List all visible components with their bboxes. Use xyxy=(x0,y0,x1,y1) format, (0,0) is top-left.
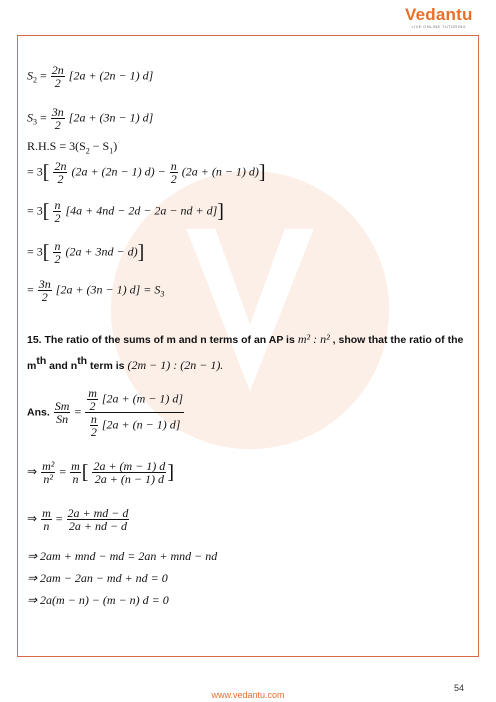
vedantu-logo xyxy=(405,6,473,29)
eq-s3: $S_3$ = $\frac{3n}{2}$ [2a + (3n − 1) d] xyxy=(27,105,154,132)
eq-step-1: = 3[ $\frac{2n}{2}$ (2a + (2n − 1) d) − $\frac{n}{2}$ (2a + (n − 1) d)] xyxy=(27,159,266,186)
eq-s2: $S_2$ = $\frac{2n}{2}$ [2a + (2n − 1) d] xyxy=(27,63,154,90)
answer-line-6: ⇒ 2a(m − n) − (m − n) d = 0 xyxy=(27,593,169,607)
eq-step-2: = 3[ $\frac{n}{2}$ [4a + 4nd − 2d − 2a − nd + d]] xyxy=(27,198,224,225)
answer-line-2: ⇒ $\frac{\text{m²}}{\text{n²}}$ = $\frac{m}{n}$ [ $\frac{2a + (m - 1) d}{2a + (n - 1) d}$ ] xyxy=(27,459,174,486)
eq-rhs-label: $R.H.S = 3(S_2 - S_1)$ xyxy=(27,139,118,156)
logo-tagline: LIVE ONLINE TUTORING xyxy=(411,24,467,29)
eq-step-4: = $\frac{3n}{2}$ [2a + (3n − 1) $d] = S_3$ xyxy=(27,277,165,304)
answer-line-1: Ans. $\frac{Sm}{Sn}$ = $\frac{m}{2}$ [2a + (m − 1) d] $\frac{n}{2}$ [2a + (n − 1) d] xyxy=(27,386,184,439)
answer-line-3: ⇒ $\frac{m}{n}$ = $\frac{2a + md - d}{2a + nd - d}$ xyxy=(27,506,129,533)
page-number: 54 xyxy=(453,683,464,693)
question-15-line-1: 15. The ratio of the sums of m and n terms of an AP is m² : n² , show that the ratio of the xyxy=(27,332,464,346)
answer-line-4: ⇒ 2am + mnd − md = 2an + mnd − nd xyxy=(27,549,218,563)
logo-text: Vedantu xyxy=(405,5,473,24)
eq-step-3: = 3[ $\frac{n}{2}$ (2a + 3nd − d)] xyxy=(27,239,145,266)
website-link[interactable]: www.vedantu.com xyxy=(211,690,285,700)
question-15-line-2: mth and nth term is (2m − 1) : (2n − 1). xyxy=(27,355,224,372)
answer-line-5: ⇒ 2am − 2an − md + nd = 0 xyxy=(27,571,168,585)
